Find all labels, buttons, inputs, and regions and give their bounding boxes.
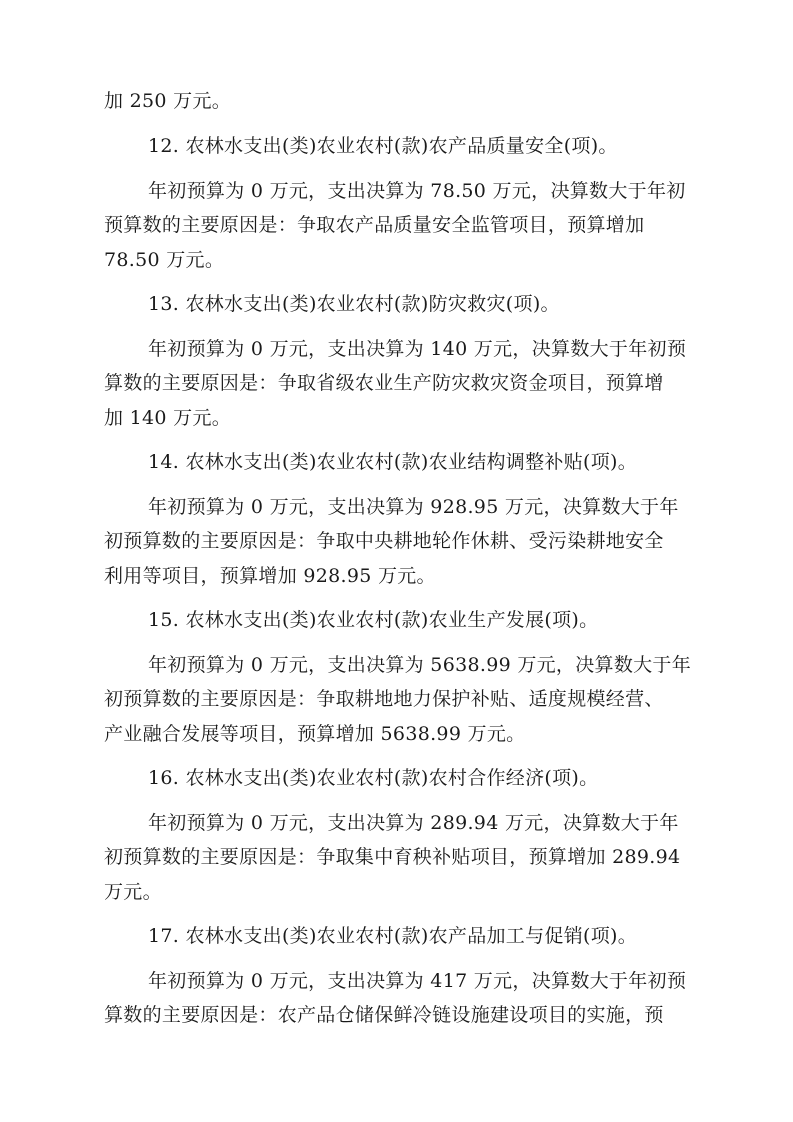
item-heading-12: 12. 农林水支出(类)农业农村(款)农产品质量安全(项)。	[148, 135, 618, 157]
item-heading-17: 17. 农林水支出(类)农业农村(款)农产品加工与促销(项)。	[148, 925, 638, 947]
text-line-13: 利用等项目，预算增加 928.95 万元。	[104, 565, 436, 587]
text-line-3: 年初预算为 0 万元，支出决算为 78.50 万元，决算数大于年初	[148, 180, 686, 202]
text-line-21: 万元。	[104, 881, 162, 903]
text-line-4: 预算数的主要原因是：争取农产品质量安全监管项目，预算增加	[104, 214, 645, 236]
item-heading-16: 16. 农林水支出(类)农业农村(款)农村合作经济(项)。	[148, 767, 599, 789]
text-line-17: 产业融合发展等项目，预算增加 5638.99 万元。	[104, 723, 526, 745]
text-line-24: 算数的主要原因是：农产品仓储保鲜冷链设施建设项目的实施，预	[104, 1004, 664, 1026]
text-line-15: 年初预算为 0 万元，支出决算为 5638.99 万元，决算数大于年	[148, 654, 692, 676]
text-line-19: 年初预算为 0 万元，支出决算为 289.94 万元，决算数大于年	[148, 812, 679, 834]
text-line-8: 算数的主要原因是：争取省级农业生产防灾救灾资金项目，预算增	[104, 372, 664, 394]
text-line-23: 年初预算为 0 万元，支出决算为 417 万元，决算数大于年初预	[148, 970, 687, 992]
text-line-11: 年初预算为 0 万元，支出决算为 928.95 万元，决算数大于年	[148, 496, 679, 518]
item-heading-15: 15. 农林水支出(类)农业农村(款)农业生产发展(项)。	[148, 609, 599, 631]
text-line-12: 初预算数的主要原因是：争取中央耕地轮作休耕、受污染耕地安全	[104, 530, 664, 552]
text-line-5: 78.50 万元。	[104, 249, 225, 271]
item-heading-14: 14. 农林水支出(类)农业农村(款)农业结构调整补贴(项)。	[148, 451, 638, 473]
text-line-1: 加 250 万元。	[104, 90, 232, 112]
text-line-9: 加 140 万元。	[104, 407, 232, 429]
item-heading-13: 13. 农林水支出(类)农业农村(款)防灾救灾(项)。	[148, 293, 560, 315]
text-line-16: 初预算数的主要原因是：争取耕地地力保护补贴、适度规模经营、	[104, 688, 664, 710]
text-line-7: 年初预算为 0 万元，支出决算为 140 万元，决算数大于年初预	[148, 338, 687, 360]
text-line-20: 初预算数的主要原因是：争取集中育秧补贴项目，预算增加 289.94	[104, 846, 681, 868]
